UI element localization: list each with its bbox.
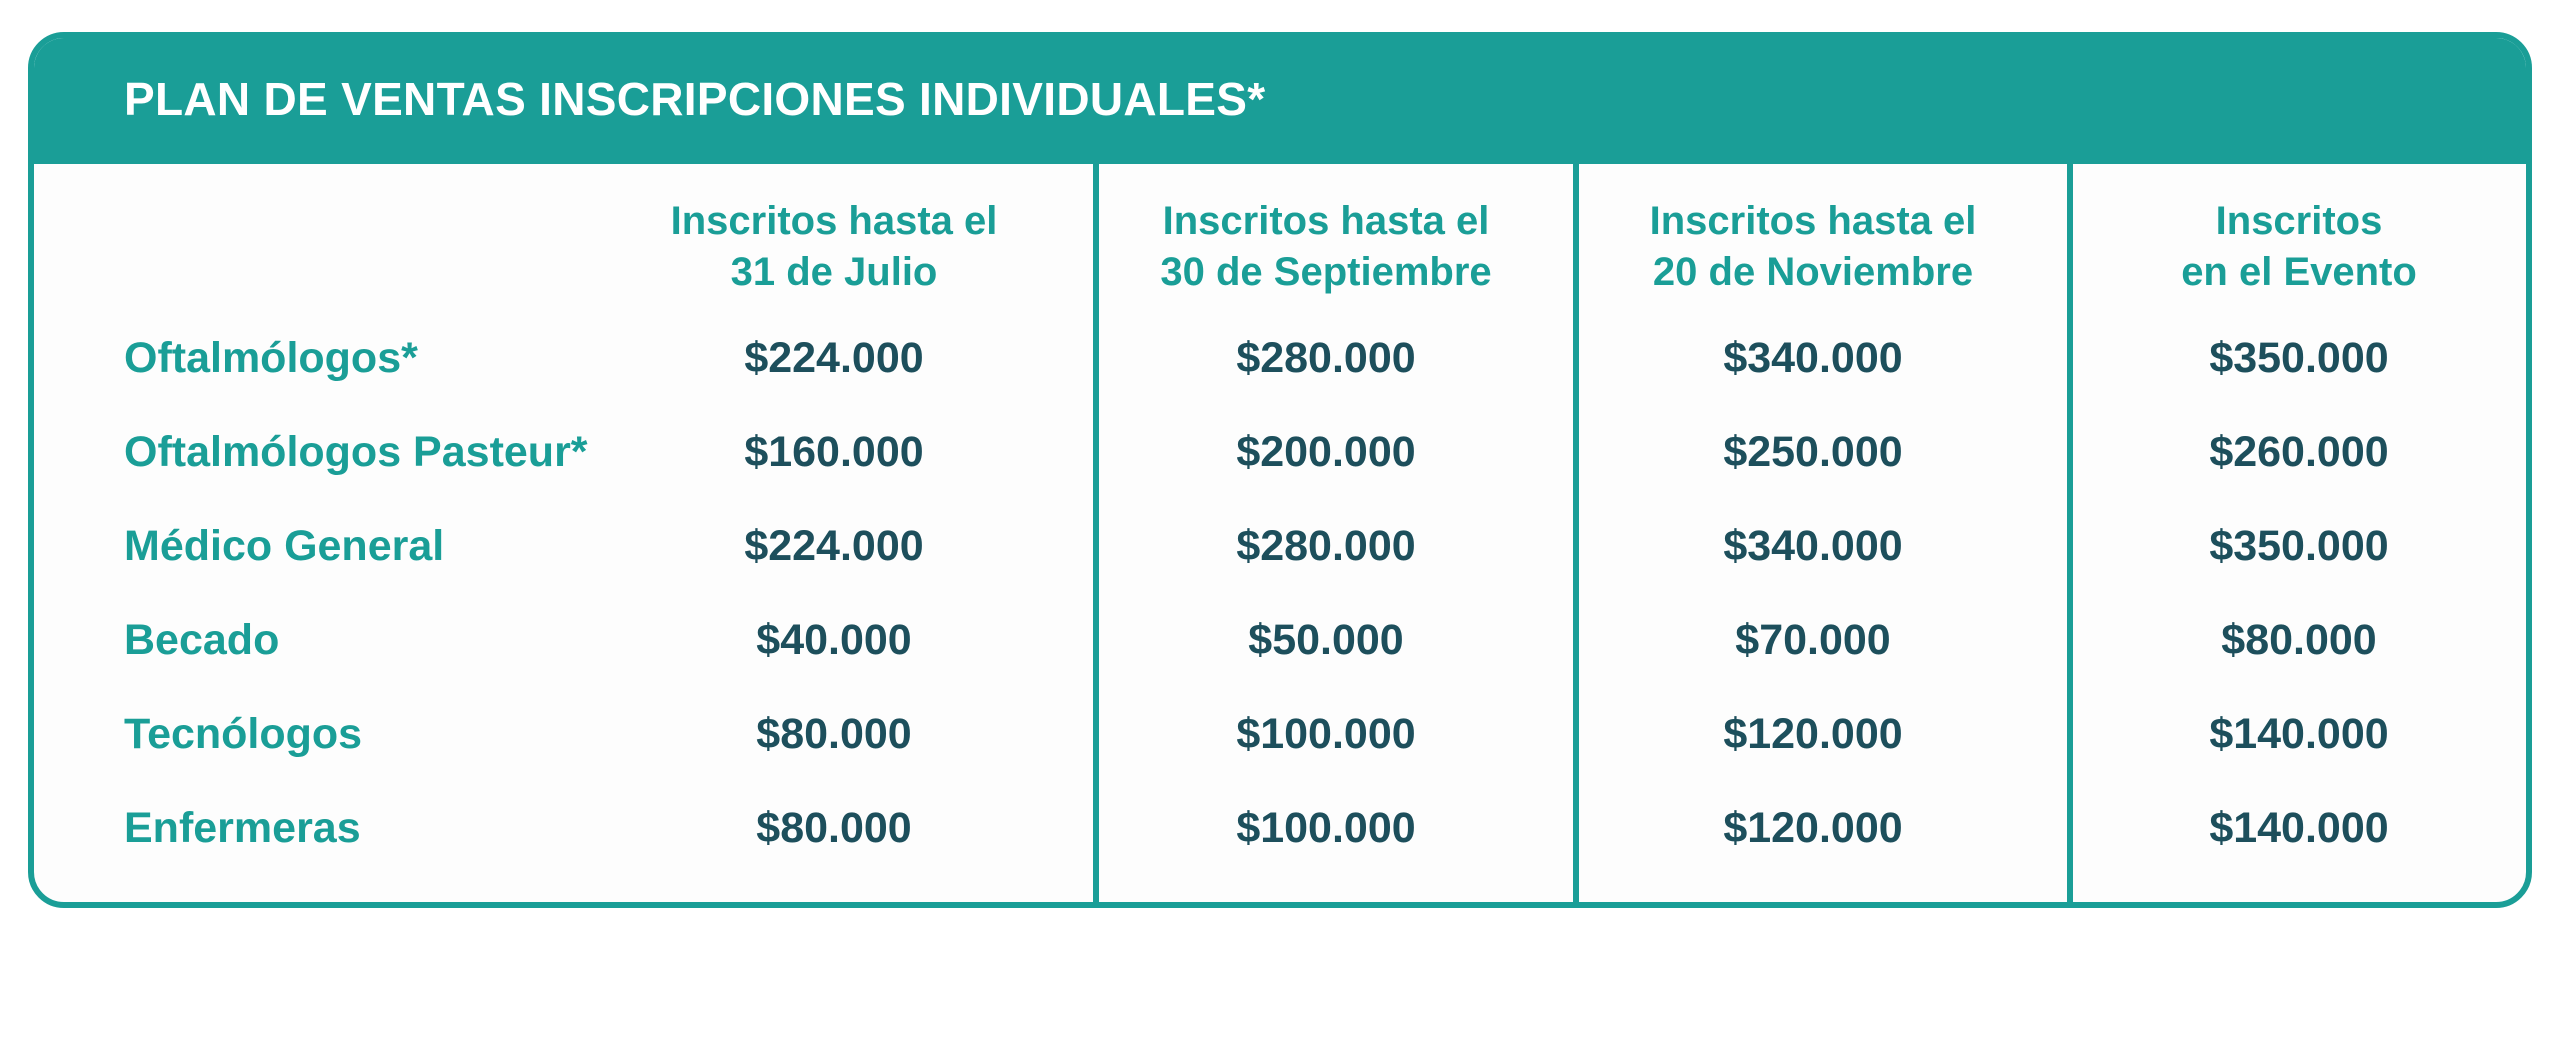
column-header-line: en el Evento: [2181, 250, 2417, 294]
column-header-line: Inscritos hasta el: [1162, 199, 1490, 243]
price-cell: $200.000: [1236, 428, 1416, 476]
table-title: PLAN DE VENTAS INSCRIPCIONES INDIVIDUALES*: [124, 73, 1266, 125]
price-cell: $140.000: [2209, 710, 2389, 758]
column-divider: [1573, 164, 1579, 902]
row-label-oftalmologos-pasteur: Oftalmólogos Pasteur*: [124, 428, 588, 476]
price-cell: $224.000: [744, 334, 924, 382]
price-cell: $260.000: [2209, 428, 2389, 476]
price-cell: $224.000: [744, 522, 924, 570]
column-header-september: [1106, 196, 1546, 298]
price-cell: $80.000: [756, 710, 912, 758]
price-cell: $350.000: [2209, 522, 2389, 570]
price-cell: $280.000: [1236, 522, 1416, 570]
price-cell: $120.000: [1723, 710, 1903, 758]
column-divider: [1093, 164, 1099, 902]
column-header-november: [1593, 196, 2033, 298]
price-cell: $40.000: [756, 616, 912, 664]
price-cell: $100.000: [1236, 710, 1416, 758]
row-label-oftalmologos: Oftalmólogos*: [124, 334, 418, 382]
price-cell: $350.000: [2209, 334, 2389, 382]
column-header-line: 20 de Noviembre: [1652, 250, 1974, 294]
price-cell: $160.000: [744, 428, 924, 476]
price-cell: $140.000: [2209, 804, 2389, 852]
price-cell: $100.000: [1236, 804, 1416, 852]
row-label-becado: Becado: [124, 616, 280, 664]
column-header-line: 30 de Septiembre: [1160, 250, 1492, 294]
price-cell: $80.000: [2221, 616, 2377, 664]
column-header-line: Inscritos hasta el: [670, 199, 998, 243]
price-cell: $80.000: [756, 804, 912, 852]
row-label-enfermeras: Enfermeras: [124, 804, 361, 852]
column-header-line: Inscritos hasta el: [1649, 199, 1977, 243]
column-header-line: Inscritos: [2215, 199, 2383, 243]
row-label-medico-general: Médico General: [124, 522, 445, 570]
price-cell: $250.000: [1723, 428, 1903, 476]
price-cell: $340.000: [1723, 334, 1903, 382]
price-cell: $120.000: [1723, 804, 1903, 852]
column-divider: [2067, 164, 2073, 902]
column-header-line: 31 de Julio: [730, 250, 938, 294]
price-cell: $50.000: [1248, 616, 1404, 664]
column-header-event: [2079, 196, 2519, 298]
column-header-july: [614, 196, 1054, 298]
pricing-table-card: [28, 32, 2532, 908]
table-header-bar: [34, 38, 2526, 164]
price-cell: $280.000: [1236, 334, 1416, 382]
row-label-tecnologos: Tecnólogos: [124, 710, 363, 758]
price-cell: $340.000: [1723, 522, 1903, 570]
price-cell: $70.000: [1735, 616, 1891, 664]
